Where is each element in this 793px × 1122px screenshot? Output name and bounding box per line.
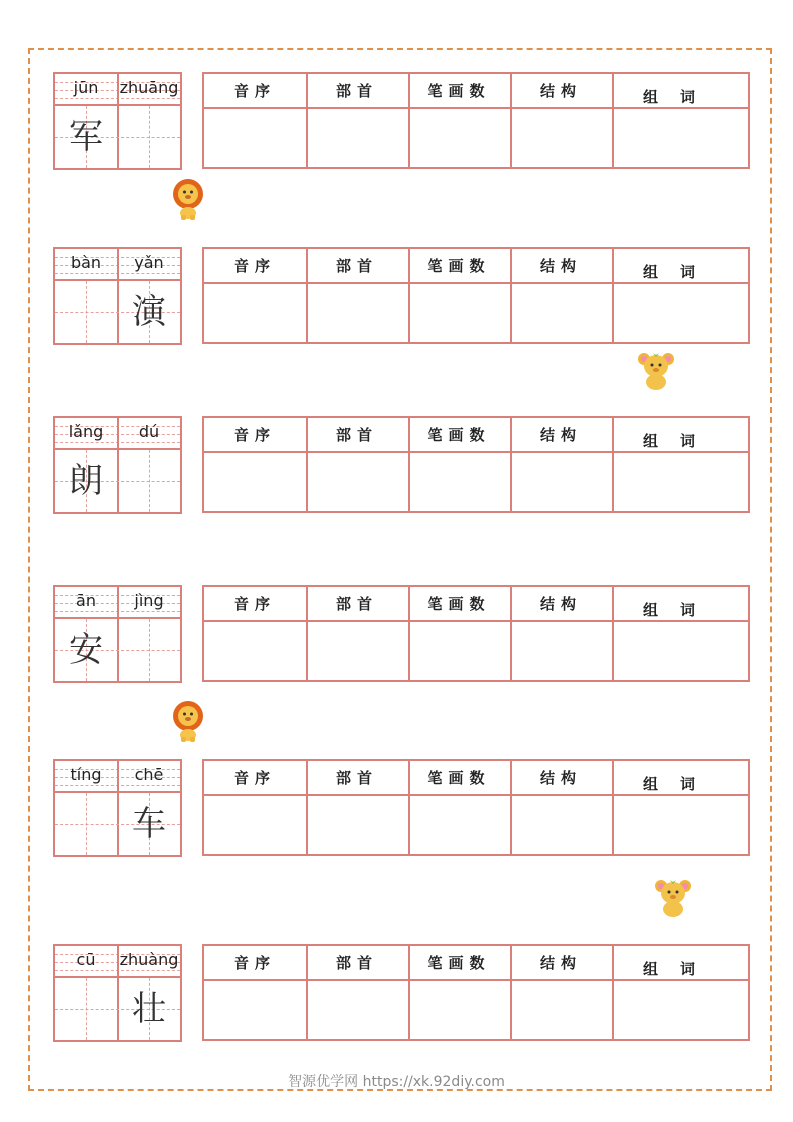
table-header-cell: 组词	[642, 88, 717, 106]
character-info-table	[202, 416, 750, 513]
hanzi-character: 朗	[69, 461, 103, 501]
tianzige-box	[53, 72, 182, 170]
pinyin-text: zhuàng	[119, 950, 179, 969]
pinyin-text: zhuāng	[119, 78, 179, 97]
table-header-cell: 组词	[642, 601, 717, 619]
bear-icon	[636, 350, 676, 394]
table-header-cell: 结构	[539, 82, 582, 100]
pinyin-text: cū	[76, 950, 96, 969]
word-row	[0, 759, 793, 859]
pinyin-text: jìng	[134, 591, 164, 610]
character-info-table	[202, 247, 750, 344]
pinyin-text: dú	[138, 422, 160, 441]
table-header-cell: 部首	[335, 257, 378, 275]
table-header-cell: 笔画数	[427, 426, 491, 444]
table-header-cell: 音序	[233, 769, 276, 787]
table-header-cell: 组词	[642, 960, 717, 978]
tianzige-box	[53, 247, 182, 345]
table-header-cell: 音序	[233, 257, 276, 275]
lion-icon	[170, 700, 206, 746]
grid-divider	[117, 74, 119, 168]
bear-icon	[653, 877, 693, 921]
pinyin-text: bàn	[70, 253, 102, 272]
grid-divider	[117, 418, 119, 512]
table-header-cell: 部首	[335, 769, 378, 787]
table-header-cell: 音序	[233, 595, 276, 613]
word-row	[0, 585, 793, 685]
grid-divider	[117, 587, 119, 681]
tianzige-box	[53, 759, 182, 857]
pinyin-text: chē	[134, 765, 164, 784]
table-header-cell: 音序	[233, 954, 276, 972]
table-header-cell: 部首	[335, 426, 378, 444]
table-header-cell: 笔画数	[427, 769, 491, 787]
footer-watermark: 智源优学网 https://xk.92diy.com	[288, 1074, 505, 1090]
word-row	[0, 416, 793, 516]
table-header-cell: 部首	[335, 595, 378, 613]
table-header-cell: 结构	[539, 257, 582, 275]
tianzige-box	[53, 416, 182, 514]
hanzi-character: 演	[132, 292, 166, 332]
table-header-cell: 笔画数	[427, 595, 491, 613]
hanzi-character: 车	[132, 804, 166, 844]
pinyin-text: lǎng	[68, 422, 104, 441]
word-row	[0, 944, 793, 1044]
hanzi-character: 壮	[132, 989, 166, 1029]
pinyin-text: tíng	[70, 765, 102, 784]
tianzige-box	[53, 585, 182, 683]
pinyin-text: yǎn	[134, 253, 164, 272]
table-header-cell: 组词	[642, 263, 717, 281]
table-header-cell: 结构	[539, 954, 582, 972]
table-header-cell: 部首	[335, 954, 378, 972]
table-header-cell: 结构	[539, 595, 582, 613]
pinyin-text: ān	[76, 591, 96, 610]
table-header-cell: 笔画数	[427, 82, 491, 100]
word-row	[0, 72, 793, 172]
tianzige-box	[53, 944, 182, 1042]
lion-icon	[170, 178, 206, 224]
table-header-cell: 笔画数	[427, 954, 491, 972]
character-info-table	[202, 759, 750, 856]
word-row	[0, 247, 793, 347]
pinyin-text: jūn	[73, 78, 99, 97]
character-info-table	[202, 72, 750, 169]
page-border	[28, 48, 772, 1091]
hanzi-character: 军	[69, 117, 103, 157]
table-header-cell: 笔画数	[427, 257, 491, 275]
table-header-cell: 音序	[233, 426, 276, 444]
hanzi-character: 安	[69, 630, 103, 670]
table-header-cell: 组词	[642, 432, 717, 450]
table-header-cell: 组词	[642, 775, 717, 793]
table-header-cell: 结构	[539, 769, 582, 787]
table-header-cell: 音序	[233, 82, 276, 100]
table-header-cell: 结构	[539, 426, 582, 444]
character-info-table	[202, 944, 750, 1041]
table-header-cell: 部首	[335, 82, 378, 100]
character-info-table	[202, 585, 750, 682]
